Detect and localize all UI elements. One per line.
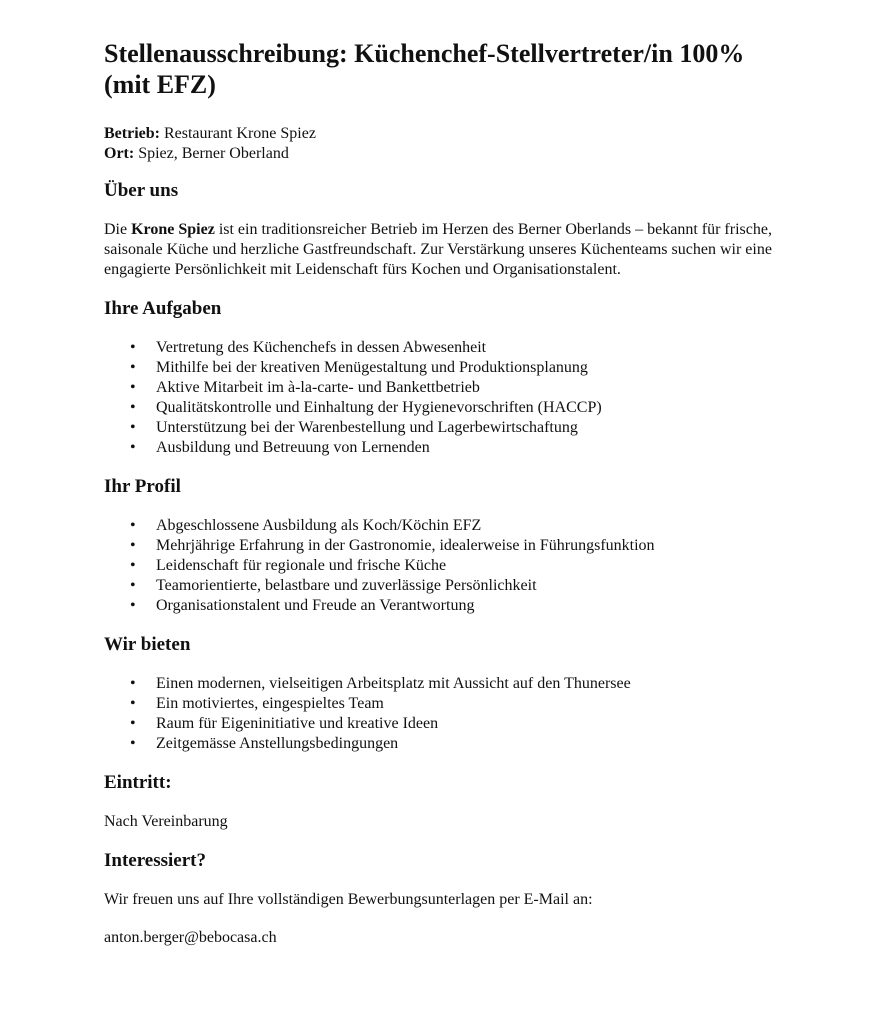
- meta-ort-value: Spiez, Berner Oberland: [138, 145, 289, 162]
- page-title: Stellenausschreibung: Küchenchef-Stellvertreter/in 100% (mit EFZ): [104, 39, 745, 99]
- list-item: • Einen modernen, vielseitigen Arbeitsplatz mit Aussicht auf den Thunersee: [130, 674, 786, 694]
- meta-ort: [104, 144, 786, 164]
- meta-betrieb: [104, 124, 786, 144]
- tasks-list: [104, 338, 786, 458]
- list-item: • Qualitätskontrolle und Einhaltung der Hygienevorschriften (HACCP): [130, 398, 786, 418]
- profile-heading: Ihr Profil: [104, 476, 181, 497]
- about-text: [104, 220, 786, 280]
- list-item: • Mithilfe bei der kreativen Menügestaltung und Produktionsplanung: [130, 358, 786, 378]
- offer-heading: Wir bieten: [104, 634, 191, 655]
- list-item: • Mehrjährige Erfahrung in der Gastronomie, idealerweise in Führungsfunktion: [130, 536, 786, 556]
- tasks-heading: Ihre Aufgaben: [104, 298, 222, 319]
- list-item: • Leidenschaft für regionale und frische Küche: [130, 556, 786, 576]
- list-item: • Ein motiviertes, eingespieltes Team: [130, 694, 786, 714]
- meta-betrieb-label: Betrieb:: [104, 125, 160, 142]
- about-text-before: Die: [104, 221, 132, 238]
- offer-list: [104, 674, 786, 754]
- list-item: • Zeitgemässe Anstellungsbedingungen: [130, 734, 786, 754]
- about-text-bold: Krone Spiez: [131, 221, 215, 238]
- meta-ort-label: Ort:: [104, 145, 135, 162]
- meta-betrieb-value: Restaurant Krone Spiez: [163, 125, 316, 142]
- list-item: • Teamorientierte, belastbare und zuverlässige Persönlichkeit: [130, 576, 786, 596]
- about-text-after: ist ein traditionsreicher Betrieb im Herzen des Berner Oberlands – bekannt für frische, saisonale Küche und herzliche Gastfreundschaft. Zur Verstärkung unseres Küchenteams suchen wir eine engagierte Persönlichkeit mit Leidenschaft fürs Kochen und Organisationstalent.: [104, 221, 772, 278]
- contact-email[interactable]: anton.berger@bebocasa.ch: [104, 929, 277, 946]
- list-item: • Vertretung des Küchenchefs in dessen Abwesenheit: [130, 338, 786, 358]
- about-heading: Über uns: [104, 180, 179, 201]
- list-item: • Abgeschlossene Ausbildung als Koch/Köchin EFZ: [130, 516, 786, 536]
- list-item: • Raum für Eigeninitiative und kreative Ideen: [130, 714, 786, 734]
- meta-block: [104, 124, 786, 164]
- contact-heading: Interessiert?: [104, 850, 207, 871]
- list-item: • Ausbildung und Betreuung von Lernenden: [130, 438, 786, 458]
- list-item: • Aktive Mitarbeit im à-la-carte- und Bankettbetrieb: [130, 378, 786, 398]
- profile-list: [104, 516, 786, 616]
- start-text: Nach Vereinbarung: [104, 813, 228, 830]
- start-heading: Eintritt:: [104, 772, 172, 793]
- list-item: • Organisationstalent und Freude an Verantwortung: [130, 596, 786, 616]
- contact-text: Wir freuen uns auf Ihre vollständigen Bewerbungsunterlagen per E-Mail an:: [104, 891, 593, 908]
- list-item: • Unterstützung bei der Warenbestellung und Lagerbewirtschaftung: [130, 418, 786, 438]
